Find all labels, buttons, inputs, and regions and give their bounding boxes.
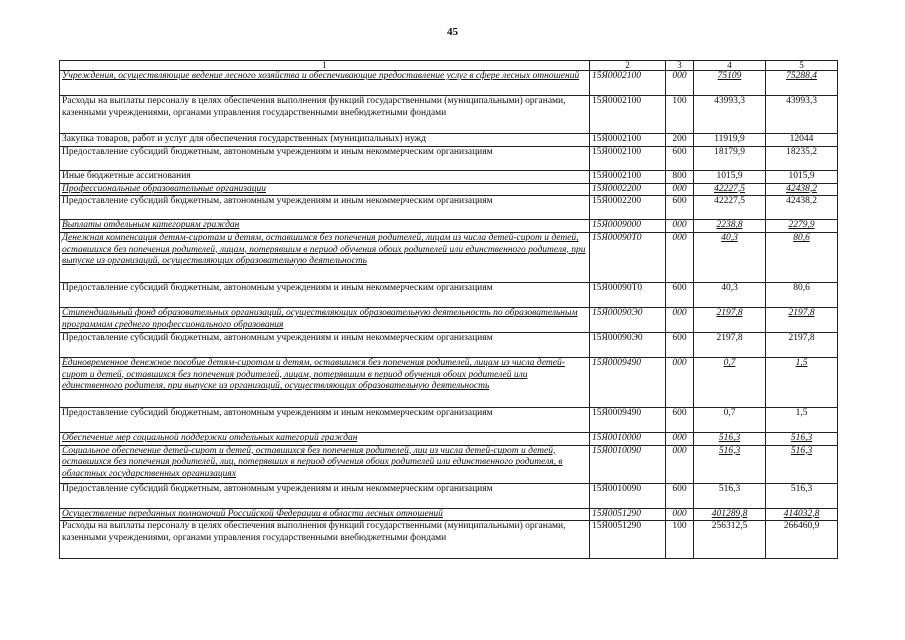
row-name: Предоставление субсидий бюджетным, автономным учреждениям и иным некоммерческим организациям (60, 408, 590, 433)
row-expense-type: 800 (666, 170, 694, 183)
row-target-code: 15Я0009000 (590, 220, 666, 233)
table-row (60, 170, 838, 183)
column-number-row (60, 61, 838, 71)
table-row (60, 233, 838, 283)
row-target-code: 15Я0002100 (590, 170, 666, 183)
row-value-col4: 40,3 (694, 233, 766, 283)
table-row (60, 445, 838, 483)
row-value-col4: 516,3 (694, 433, 766, 446)
table-row (60, 333, 838, 358)
table-row (60, 71, 838, 96)
table-row (60, 508, 838, 521)
row-name: Осуществление переданных полномочий Российской Федерации в области лесных отношений (60, 508, 590, 521)
column-header: 4 (694, 61, 766, 71)
row-name: Учреждения, осуществляющие ведение лесного хозяйства и обеспечивающие предоставление услуг в сфере лесных отношений (60, 71, 590, 96)
table-row (60, 283, 838, 308)
table-row (60, 483, 838, 508)
row-value-col5: 80,6 (766, 283, 838, 308)
row-target-code: 15Я0051290 (590, 508, 666, 521)
row-target-code: 15Я0009490 (590, 358, 666, 408)
row-value-col5: 43993,3 (766, 96, 838, 134)
row-value-col4: 401289,8 (694, 508, 766, 521)
row-value-col5: 516,3 (766, 445, 838, 483)
row-value-col4: 516,3 (694, 445, 766, 483)
row-name: Денежная компенсация детям-сиротам и детям, оставшимся без попечения родителей, лицам из числа детей-сирот и детей, оставшихся без попечения родителей, лицам, потерявшим в период обучения обоих родителей или единственного родителя, при выпуске из организаций, осуществляющих образовательную деятельность (60, 233, 590, 283)
row-name: Предоставление субсидий бюджетным, автономным учреждениям и иным некоммерческим организациям (60, 283, 590, 308)
row-value-col4: 516,3 (694, 483, 766, 508)
row-value-col4: 256312,5 (694, 521, 766, 559)
row-value-col5: 414032,8 (766, 508, 838, 521)
row-value-col5: 18235,2 (766, 146, 838, 170)
row-value-col5: 2197,8 (766, 308, 838, 333)
row-value-col5: 12044 (766, 134, 838, 147)
row-target-code: 15Я0002100 (590, 134, 666, 147)
table-row (60, 521, 838, 559)
table-row (60, 183, 838, 196)
table-row (60, 220, 838, 233)
row-value-col5: 516,3 (766, 433, 838, 446)
row-value-col4: 75109 (694, 71, 766, 96)
row-target-code: 15Я00090Э0 (590, 333, 666, 358)
column-header: 3 (666, 61, 694, 71)
row-expense-type: 000 (666, 308, 694, 333)
row-value-col4: 43993,3 (694, 96, 766, 134)
row-expense-type: 600 (666, 283, 694, 308)
row-target-code: 15Я0002200 (590, 196, 666, 220)
row-value-col4: 2197,8 (694, 333, 766, 358)
row-name: Социальное обеспечение детей-сирот и детей, оставшихся без попечения родителей, лиц из числа детей-сирот и детей, оставшихся без попечения родителей, лиц, потерявших в период обучения обоих родителей или единственного родителя, в областных государственных организациях (60, 445, 590, 483)
table-row (60, 358, 838, 408)
row-value-col5: 516,3 (766, 483, 838, 508)
row-target-code: 15Я0010090 (590, 483, 666, 508)
row-name: Предоставление субсидий бюджетным, автономным учреждениям и иным некоммерческим организациям (60, 333, 590, 358)
row-target-code: 15Я00090Т0 (590, 233, 666, 283)
row-value-col4: 42227,5 (694, 196, 766, 220)
row-name: Единовременное денежное пособие детям-сиротам и детям, оставшимся без попечения родителей, лицам из числа детей-сирот и детей, оставшихся без попечения родителей, лицам, потерявшим в период обучения обоих родителей или единственного родителя, при выпуске из организаций, осуществляющих образовательную деятельность (60, 358, 590, 408)
row-name: Обеспечение мер социальной поддержки отдельных категорий граждан (60, 433, 590, 446)
row-name: Выплаты отдельным категориям граждан (60, 220, 590, 233)
row-value-col5: 1,5 (766, 358, 838, 408)
row-expense-type: 000 (666, 358, 694, 408)
row-expense-type: 600 (666, 408, 694, 433)
row-value-col5: 80,6 (766, 233, 838, 283)
row-value-col5: 2197,8 (766, 333, 838, 358)
row-expense-type: 600 (666, 196, 694, 220)
row-expense-type: 000 (666, 433, 694, 446)
row-name: Профессиональные образовательные организации (60, 183, 590, 196)
row-expense-type: 100 (666, 96, 694, 134)
row-value-col4: 40,3 (694, 283, 766, 308)
row-value-col5: 75288,4 (766, 71, 838, 96)
row-expense-type: 200 (666, 134, 694, 147)
row-name: Закупка товаров, работ и услуг для обеспечения государственных (муниципальных) нужд (60, 134, 590, 147)
row-expense-type: 000 (666, 445, 694, 483)
row-value-col4: 0,7 (694, 408, 766, 433)
row-expense-type: 000 (666, 233, 694, 283)
column-header: 5 (766, 61, 838, 71)
row-target-code: 15Я00090Т0 (590, 283, 666, 308)
row-expense-type: 600 (666, 333, 694, 358)
row-target-code: 15Я0010000 (590, 433, 666, 446)
row-name: Предоставление субсидий бюджетным, автономным учреждениям и иным некоммерческим организациям (60, 196, 590, 220)
row-target-code: 15Я0010090 (590, 445, 666, 483)
page-number: 45 (447, 26, 458, 38)
row-target-code: 15Я0002100 (590, 146, 666, 170)
row-name: Расходы на выплаты персоналу в целях обеспечения выполнения функций государственными (муниципальными) органами, казенными учреждениями, органами управления государственными внебюджетными фондами (60, 96, 590, 134)
row-name: Расходы на выплаты персоналу в целях обеспечения выполнения функций государственными (муниципальными) органами, казенными учреждениями, органами управления государственными внебюджетными фондами (60, 521, 590, 559)
row-target-code: 15Я00090Э0 (590, 308, 666, 333)
budget-table (59, 60, 838, 559)
row-target-code: 15Я0002100 (590, 96, 666, 134)
row-expense-type: 600 (666, 483, 694, 508)
row-name: Стипендиальный фонд образовательных организаций, осуществляющих образовательную деятельность по образовательным программам среднего профессионального образования (60, 308, 590, 333)
row-value-col4: 18179,9 (694, 146, 766, 170)
row-expense-type: 000 (666, 508, 694, 521)
row-value-col5: 1015,9 (766, 170, 838, 183)
row-name: Предоставление субсидий бюджетным, автономным учреждениям и иным некоммерческим организациям (60, 146, 590, 170)
row-value-col5: 1,5 (766, 408, 838, 433)
table-row (60, 96, 838, 134)
table-row (60, 196, 838, 220)
row-expense-type: 000 (666, 220, 694, 233)
row-target-code: 15Я0051290 (590, 521, 666, 559)
row-target-code: 15Я0009490 (590, 408, 666, 433)
row-name: Иные бюджетные ассигнования (60, 170, 590, 183)
row-value-col4: 2197,8 (694, 308, 766, 333)
row-value-col4: 1015,9 (694, 170, 766, 183)
row-expense-type: 000 (666, 183, 694, 196)
row-expense-type: 000 (666, 71, 694, 96)
row-value-col4: 0,7 (694, 358, 766, 408)
row-value-col4: 11919,9 (694, 134, 766, 147)
table-row (60, 433, 838, 446)
table-row (60, 308, 838, 333)
table-row (60, 134, 838, 147)
row-value-col5: 42438,2 (766, 196, 838, 220)
row-target-code: 15Я0002200 (590, 183, 666, 196)
row-value-col4: 42227,5 (694, 183, 766, 196)
column-header: 2 (590, 61, 666, 71)
row-expense-type: 100 (666, 521, 694, 559)
row-value-col5: 2279,9 (766, 220, 838, 233)
row-value-col4: 2238,8 (694, 220, 766, 233)
row-target-code: 15Я0002100 (590, 71, 666, 96)
row-name: Предоставление субсидий бюджетным, автономным учреждениям и иным некоммерческим организациям (60, 483, 590, 508)
column-header: 1 (60, 61, 590, 71)
row-value-col5: 42438,2 (766, 183, 838, 196)
row-value-col5: 266460,9 (766, 521, 838, 559)
table-row (60, 408, 838, 433)
table-row (60, 146, 838, 170)
row-expense-type: 600 (666, 146, 694, 170)
